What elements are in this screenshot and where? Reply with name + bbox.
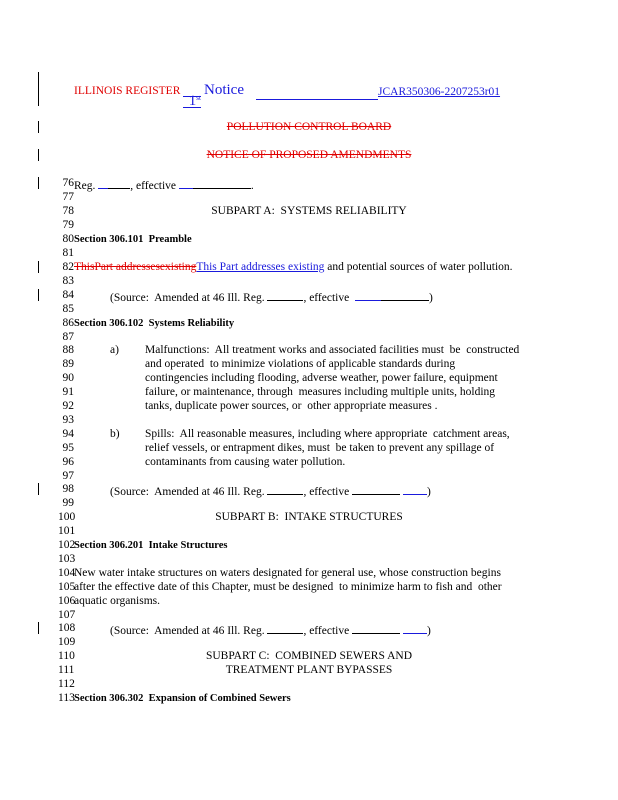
subpart-c-heading: SUBPART C: COMBINED SEWERS AND	[205, 650, 413, 662]
line-number: 82	[62, 261, 74, 273]
notice-title: NOTICE OF PROPOSED AMENDMENTS	[206, 149, 412, 161]
line-number: 106	[58, 595, 76, 607]
line-number: 99	[62, 497, 74, 509]
subpart-c-heading-line2: TREATMENT PLANT BYPASSES	[225, 664, 393, 676]
item-text: Malfunctions: All treatment works and associated facilities must be constructed	[145, 344, 520, 356]
line-number: 93	[62, 414, 74, 426]
item-text: relief vessels, or entrapment dikes, must be taken to prevent any spillage of	[145, 442, 495, 454]
line-number: 107	[58, 609, 76, 621]
source-note: (Source: Amended at 46 Ill. Reg. , effective )	[110, 483, 431, 498]
line-number: 103	[58, 553, 76, 565]
line-number: 105	[58, 581, 76, 593]
line-number: 102	[58, 539, 76, 551]
line-number: 94	[62, 428, 74, 440]
line-number: 98	[62, 483, 74, 495]
item-text: failure, or maintenance, through measures including multiple units, holding	[145, 386, 496, 398]
notice-rule	[256, 99, 378, 100]
line-number: 86	[62, 317, 74, 329]
reg-line: Reg. , effective .	[74, 177, 254, 192]
source-note: (Source: Amended at 46 Ill. Reg. , effective )	[110, 622, 431, 637]
inserted-text: This Part addresses existing	[196, 261, 325, 273]
line-number: 101	[58, 525, 76, 537]
change-bar	[38, 483, 39, 495]
line-number: 92	[62, 400, 74, 412]
item-text: and operated to minimize violations of applicable standards during	[145, 358, 456, 370]
line-number: 110	[58, 650, 75, 662]
paragraph-text: New water intake structures on waters designated for general use, whose construction begins	[74, 567, 501, 579]
paragraph-text: aquatic organisms.	[74, 595, 161, 607]
line-number: 108	[58, 622, 76, 634]
section-heading: Section 306.102 Systems Reliability	[74, 318, 235, 329]
item-label: a)	[110, 344, 119, 356]
double-rule	[183, 96, 201, 108]
line-number: 78	[62, 205, 74, 217]
line-number: 91	[62, 386, 74, 398]
doc-id: JCAR350306-2207253r01	[378, 86, 501, 98]
line-number: 104	[58, 567, 76, 579]
line-number: 111	[58, 664, 75, 676]
line-number: 83	[62, 275, 74, 287]
change-bar	[38, 177, 39, 189]
change-bar	[38, 72, 39, 106]
subpart-a-heading: SUBPART A: SYSTEMS RELIABILITY	[211, 205, 407, 217]
line-number: 81	[62, 247, 74, 259]
line-number: 90	[62, 372, 74, 384]
line-number: 80	[62, 233, 74, 245]
source-note: (Source: Amended at 46 Ill. Reg. , effective )	[110, 289, 433, 304]
line-number: 109	[58, 636, 76, 648]
change-bar	[38, 289, 39, 301]
item-text: tanks, duplicate power sources, or other appropriate measures .	[145, 400, 438, 412]
section-heading: Section 306.201 Intake Structures	[74, 540, 228, 551]
subpart-b-heading: SUBPART B: INTAKE STRUCTURES	[215, 511, 403, 523]
line-number: 89	[62, 358, 74, 370]
item-text: contingencies including flooding, adverse weather, power failure, equipment	[145, 372, 498, 384]
line-number: 88	[62, 344, 74, 356]
line-number: 85	[62, 303, 74, 315]
line-number: 96	[62, 456, 74, 468]
line-number: 112	[58, 678, 75, 690]
line-number: 113	[58, 692, 75, 704]
item-text: contaminants from causing water pollution.	[145, 456, 346, 468]
board-name: POLLUTION CONTROL BOARD	[226, 121, 392, 133]
line-number: 100	[58, 511, 76, 523]
section-heading: Section 306.101 Preamble	[74, 234, 192, 245]
change-bar	[38, 261, 39, 273]
register-title: ILLINOIS REGISTER	[74, 85, 181, 97]
paragraph-text: after the effective date of this Chapter, must be designed to minimize harm to fish and other	[74, 581, 502, 593]
line-number: 76	[62, 177, 74, 189]
change-bar	[38, 622, 39, 634]
deleted-text: ThisPart addressesexisting	[74, 261, 197, 273]
line-number: 77	[62, 191, 74, 203]
line-number: 87	[62, 331, 74, 343]
preamble-text: ThisPart addressesexistingThis Part addresses existing and potential sources of water pollution.	[74, 261, 513, 273]
line-number: 97	[62, 470, 74, 482]
line-number: 95	[62, 442, 74, 454]
page-number: 1st	[188, 93, 201, 109]
change-bar	[38, 149, 39, 161]
item-text: Spills: All reasonable measures, including where appropriate catchment areas,	[145, 428, 510, 440]
change-bar	[38, 121, 39, 133]
line-number: 79	[62, 219, 74, 231]
line-number: 84	[62, 289, 74, 301]
notice-label: Notice	[204, 82, 244, 98]
item-label: b)	[110, 428, 120, 440]
section-heading: Section 306.302 Expansion of Combined Sewers	[74, 693, 291, 704]
